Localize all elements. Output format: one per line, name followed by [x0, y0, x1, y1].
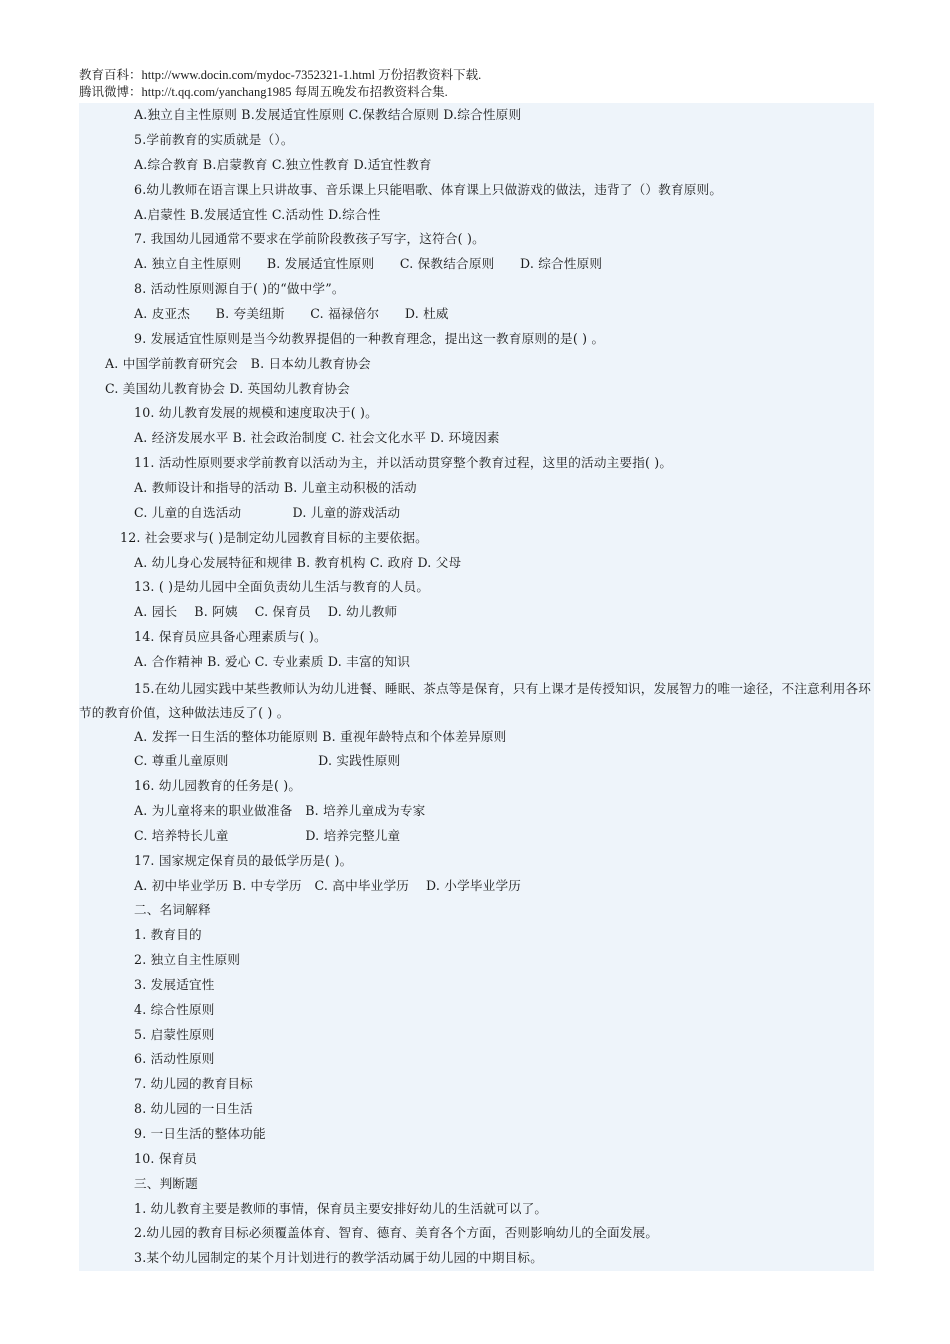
term-item: 5. 启蒙性原则	[134, 1027, 215, 1042]
option-line: A. 独立自主性原则 B. 发展适宜性原则 C. 保教结合原则 D. 综合性原则	[134, 256, 603, 271]
question-13: 13. ( )是幼儿园中全面负责幼儿生活与教育的人员。	[134, 579, 430, 594]
question-11: 11. 活动性原则要求学前教育以活动为主，并以活动贯穿整个教育过程，这里的活动主要指( )。	[134, 455, 673, 470]
question-6: 6.幼儿教师在语言课上只讲故事、音乐课上只能唱歌、体育课上只做游戏的做法，违背了（）教育原则。	[134, 182, 723, 197]
option-line: A. 教师设计和指导的活动 B. 儿童主动积极的活动	[134, 480, 417, 495]
option-line: A. 发挥一日生活的整体功能原则 B. 重视年龄特点和个体差异原则	[134, 729, 507, 744]
term-item: 8. 幼儿园的一日生活	[134, 1101, 253, 1116]
term-item: 9. 一日生活的整体功能	[134, 1126, 266, 1141]
term-item: 4. 综合性原则	[134, 1002, 215, 1017]
document-body	[79, 103, 874, 1271]
term-item: 3. 发展适宜性	[134, 977, 215, 992]
option-line: A.综合教育 B.启蒙教育 C.独立性教育 D.适宜性教育	[134, 157, 432, 172]
question-9: 9. 发展适宜性原则是当今幼教界提倡的一种教育理念，提出这一教育原则的是( ) 。	[134, 331, 605, 346]
option-line: A. 园长 B. 阿姨 C. 保育员 D. 幼儿教师	[134, 604, 398, 619]
option-line: C. 美国幼儿教育协会 D. 英国幼儿教育协会	[105, 381, 350, 396]
question-8: 8. 活动性原则源自于( )的“做中学”。	[134, 281, 345, 296]
question-17: 17. 国家规定保育员的最低学历是( )。	[134, 853, 353, 868]
option-line: A. 皮亚杰 B. 夸美纽斯 C. 福禄倍尔 D. 杜威	[134, 306, 449, 321]
judgement-item: 3.某个幼儿园制定的某个月计划进行的教学活动属于幼儿园的中期目标。	[134, 1250, 544, 1265]
question-12: 12. 社会要求与( )是制定幼儿园教育目标的主要依据。	[120, 530, 428, 545]
option-line: A. 幼儿身心发展特征和规律 B. 教育机构 C. 政府 D. 父母	[134, 555, 462, 570]
question-7: 7. 我国幼儿园通常不要求在学前阶段教孩子写字，这符合( )。	[134, 231, 485, 246]
term-item: 10. 保育员	[134, 1151, 198, 1166]
question-10: 10. 幼儿教育发展的规模和速度取决于( )。	[134, 405, 378, 420]
section-heading-judgement: 三、判断题	[134, 1176, 198, 1191]
option-line: A.独立自主性原则 B.发展适宜性原则 C.保教结合原则 D.综合性原则	[134, 107, 522, 122]
term-item: 6. 活动性原则	[134, 1051, 215, 1066]
option-line: A. 合作精神 B. 爱心 C. 专业素质 D. 丰富的知识	[134, 654, 411, 669]
option-line: C. 尊重儿童原则 D. 实践性原则	[134, 753, 401, 768]
question-15: 15.在幼儿园实践中某些教师认为幼儿进餐、睡眠、茶点等是保育，只有上课才是传授知识，发展智力的唯一途径，不注意利用各环节的教育价值，这种做法违反了( ) 。	[79, 681, 872, 720]
question-14: 14. 保育员应具备心理素质与( )。	[134, 629, 327, 644]
option-line: C. 儿童的自选活动 D. 儿童的游戏活动	[134, 505, 401, 520]
term-item: 1. 教育目的	[134, 927, 202, 942]
judgement-item: 2.幼儿园的教育目标必须覆盖体育、智育、德育、美育各个方面，否则影响幼儿的全面发展。	[134, 1225, 659, 1240]
option-line: A.启蒙性 B.发展适宜性 C.活动性 D.综合性	[134, 207, 381, 222]
option-line: C. 培养特长儿童 D. 培养完整儿童	[134, 828, 401, 843]
judgement-item: 1. 幼儿教育主要是教师的事情，保育员主要安排好幼儿的生活就可以了。	[134, 1201, 548, 1216]
option-line: A. 为儿童将来的职业做准备 B. 培养儿童成为专家	[134, 803, 426, 818]
term-item: 7. 幼儿园的教育目标	[134, 1076, 253, 1091]
option-line: A. 经济发展水平 B. 社会政治制度 C. 社会文化水平 D. 环境因素	[134, 430, 500, 445]
option-line: A. 初中毕业学历 B. 中专学历 C. 高中毕业学历 D. 小学毕业学历	[134, 878, 522, 893]
question-5: 5.学前教育的实质就是（）。	[134, 132, 294, 147]
term-item: 2. 独立自主性原则	[134, 952, 241, 967]
question-16: 16. 幼儿园教育的任务是( )。	[134, 778, 302, 793]
section-heading-terms: 二、名词解释	[134, 902, 211, 917]
option-line: A. 中国学前教育研究会 B. 日本幼儿教育协会	[105, 356, 371, 371]
header-line-docin: 教育百科：http://www.docin.com/mydoc-7352321-1.html 万份招教资料下载.	[79, 68, 482, 82]
document-header	[79, 67, 481, 101]
header-line-weibo: 腾讯微博：http://t.qq.com/yanchang1985 每周五晚发布招教资料合集.	[79, 85, 448, 99]
